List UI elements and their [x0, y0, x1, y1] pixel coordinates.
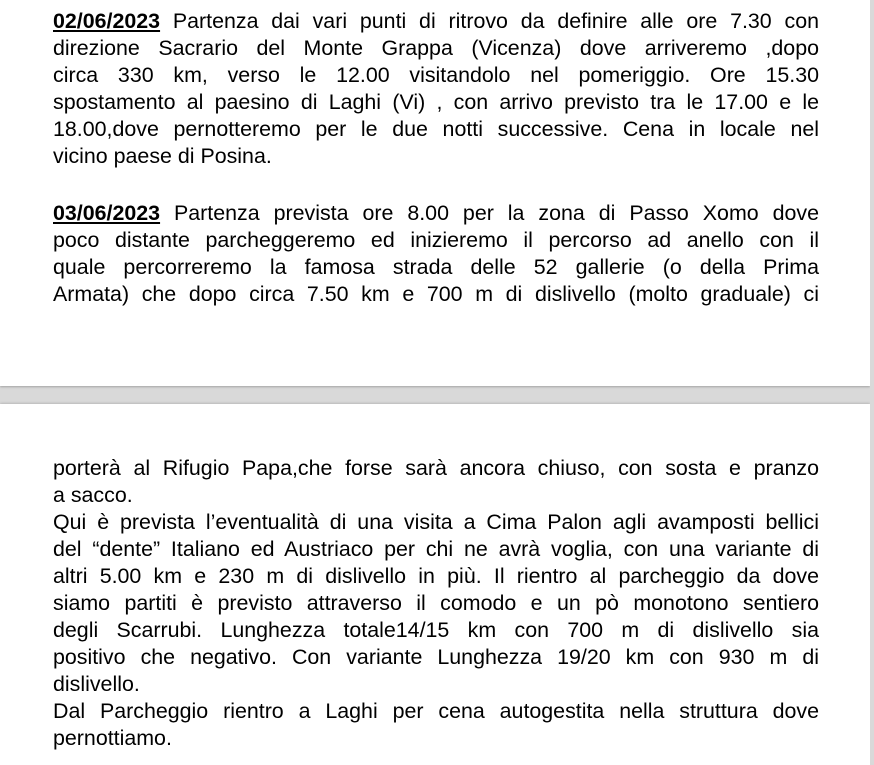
viewer-scrollbar[interactable]: [870, 0, 874, 765]
text-line: del “dente” Italiano ed Austriaco per chi ne avrà voglia, con una variante di: [53, 537, 819, 561]
document-page-2: [0, 404, 870, 765]
text-line: positivo che negativo. Con variante Lunghezza 19/20 km con 930 m di: [53, 645, 819, 669]
text-line: Qui è prevista l’eventualità di una visita a Cima Palon agli avamposti bellici: [53, 510, 819, 534]
text-line: 03/06/2023 Partenza prevista ore 8.00 per la zona di Passo Xomo dove: [53, 201, 819, 225]
text-line: quale percorreremo la famosa strada delle 52 gallerie (o della Prima: [53, 255, 819, 279]
text-line: porterà al Rifugio Papa,che forse sarà ancora chiuso, con sosta e pranzo: [53, 456, 819, 480]
text-line: siamo partiti è previsto attraverso il comodo e un pò monotono sentiero: [53, 591, 819, 615]
text-line: Dal Parcheggio rientro a Laghi per cena autogestita nella struttura dove: [53, 699, 819, 723]
text-line: dislivello.: [53, 672, 140, 696]
text-line: Armata) che dopo circa 7.50 km e 700 m di dislivello (molto graduale) ci: [53, 282, 819, 306]
paragraph-02-06-2023: [53, 8, 819, 170]
text-line: degli Scarrubi. Lunghezza totale14/15 km con 700 m di dislivello sia: [53, 618, 819, 642]
text-line: altri 5.00 km e 230 m di dislivello in più. Il rientro al parcheggio da dove: [53, 564, 819, 588]
date-heading: 03/06/2023: [53, 201, 161, 225]
text-line: circa 330 km, verso le 12.00 visitandolo nel pomeriggio. Ore 15.30: [53, 63, 819, 87]
text-line: pernottiamo.: [53, 726, 172, 750]
date-heading: 02/06/2023: [53, 9, 161, 33]
paragraph-03-06-2023: [53, 200, 819, 308]
text-line: direzione Sacrario del Monte Grappa (Vicenza) dove arriveremo ,dopo: [53, 36, 819, 60]
paragraph-continuation: [53, 455, 819, 752]
text-line: spostamento al paesino di Laghi (Vi) , con arrivo previsto tra le 17.00 e le: [53, 90, 819, 114]
text-line: 18.00,dove pernotteremo per le due notti successive. Cena in locale nel: [53, 117, 819, 141]
text-line: poco distante parcheggeremo ed inizieremo il percorso ad anello con il: [53, 228, 819, 252]
text-line: 02/06/2023 Partenza dai vari punti di ritrovo da definire alle ore 7.30 con: [53, 9, 819, 33]
text-line: a sacco.: [53, 483, 133, 507]
text-line: vicino paese di Posina.: [53, 144, 272, 168]
